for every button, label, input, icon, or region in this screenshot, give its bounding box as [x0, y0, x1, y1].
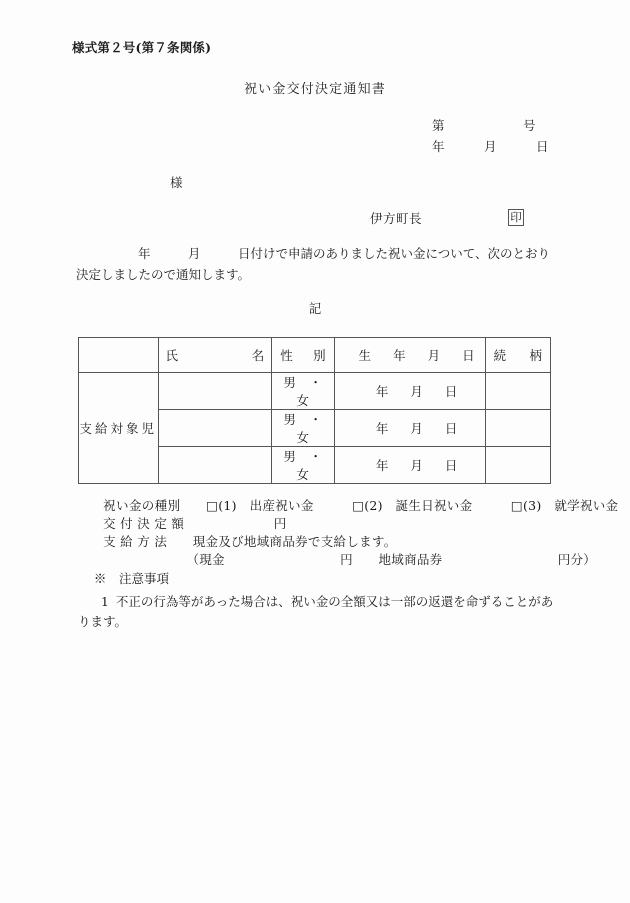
- cell-name-3[interactable]: [158, 447, 272, 484]
- notes-marker-icon: ※: [93, 571, 107, 586]
- header-name-left: 氏: [165, 348, 179, 363]
- checkbox-option-3[interactable]: □: [510, 498, 523, 513]
- cell-dob-month-2: 月: [410, 421, 423, 436]
- table-header-row: [79, 338, 551, 373]
- notes-heading-text: 注意事項: [118, 571, 169, 586]
- cell-dob-day-3: 日: [444, 458, 458, 473]
- header-dob-2: 月: [427, 348, 441, 363]
- cell-name-1[interactable]: [158, 373, 272, 410]
- header-relation-left: 続: [493, 348, 507, 363]
- header-relation-right: 柄: [529, 348, 542, 363]
- document-title: 祝い金交付決定通知書: [243, 82, 386, 97]
- decided-amount-unit: 円: [273, 516, 287, 531]
- decided-amount-label: 交 付 決 定 額: [103, 516, 185, 531]
- payment-detail-cash-unit: 円: [340, 552, 353, 567]
- cell-dob-year-1: 年: [375, 384, 389, 399]
- notes-item-number-1: 1: [100, 594, 109, 609]
- cell-sex-3[interactable]: 男 ・ 女: [272, 447, 334, 484]
- checkbox-label-2: (2) 誕生日祝い金: [364, 498, 473, 513]
- header-relation-cell: [485, 338, 550, 373]
- document-date-line: 年 月 日: [432, 139, 550, 154]
- cell-dob-month-3: 月: [410, 458, 423, 473]
- body-paragraph: 年 月 日付けで申請のありました祝い金について、次のとおり決定しましたので通知します。: [76, 246, 551, 282]
- cell-relation-1[interactable]: [485, 373, 550, 410]
- header-sex-right: 別: [313, 348, 326, 363]
- checkbox-label-3: (3) 就学祝い金: [522, 498, 619, 513]
- checkbox-label-1: (1) 出産祝い金: [218, 498, 314, 513]
- allowance-kind-label: 祝い金の種別: [103, 498, 181, 513]
- header-dob-0: 生: [358, 348, 372, 363]
- payment-detail-voucher-unit: 円分）: [557, 552, 597, 567]
- checkbox-option-2[interactable]: □: [352, 498, 365, 513]
- seal-box-icon: 印: [508, 209, 524, 226]
- row-group-label: [79, 373, 159, 484]
- cell-dob-month-1: 月: [410, 384, 423, 399]
- cell-sex-1[interactable]: 男 ・ 女: [272, 373, 334, 410]
- cell-dob-year-2: 年: [375, 421, 389, 436]
- cell-dob-day-1: 日: [444, 384, 458, 399]
- header-sex-left: 性: [280, 348, 293, 363]
- payment-detail-voucher-label: 地域商品券: [378, 552, 443, 567]
- cell-name-2[interactable]: [158, 410, 272, 447]
- cell-relation-2[interactable]: [485, 410, 550, 447]
- header-name-cell: [158, 338, 272, 373]
- payment-method-label: 支 給 方 法: [103, 534, 168, 549]
- header-sex-cell: [272, 338, 334, 373]
- table-row: [79, 373, 551, 410]
- notes-item-1: [78, 572, 558, 652]
- cell-relation-3[interactable]: [485, 447, 550, 484]
- cell-dob-year-3: 年: [375, 458, 389, 473]
- recipient-children-table: [78, 337, 551, 484]
- header-dob-1: 年: [393, 348, 406, 363]
- issuer-name: 伊方町長: [370, 211, 423, 226]
- row-group-label-text: 支給対象児: [79, 421, 157, 436]
- notes-item-text-1: 不正の行為等があった場合は、祝い金の全額又は一部の返還を命ずることがあります。: [78, 594, 554, 629]
- ki-marker: 記: [308, 301, 322, 316]
- cell-dob-3[interactable]: [334, 447, 485, 484]
- header-name-right: 名: [251, 348, 265, 363]
- cell-dob-1[interactable]: [334, 373, 485, 410]
- cell-dob-day-2: 日: [444, 421, 458, 436]
- form-number: 様式第２号(第７条関係): [72, 40, 212, 55]
- addressee-honorific: 様: [170, 175, 183, 190]
- payment-method-value: 現金及び地域商品券で支給します。: [192, 534, 397, 549]
- checkbox-option-1[interactable]: □: [206, 498, 219, 513]
- cell-dob-2[interactable]: [334, 410, 485, 447]
- cell-sex-2[interactable]: 男 ・ 女: [272, 410, 334, 447]
- document-number-line: 第 号: [432, 118, 537, 133]
- payment-detail-cash-label: （現金: [192, 552, 225, 567]
- header-blank-cell: [79, 338, 159, 373]
- header-dob-3: 日: [462, 348, 475, 363]
- header-dob-cell: [334, 338, 485, 373]
